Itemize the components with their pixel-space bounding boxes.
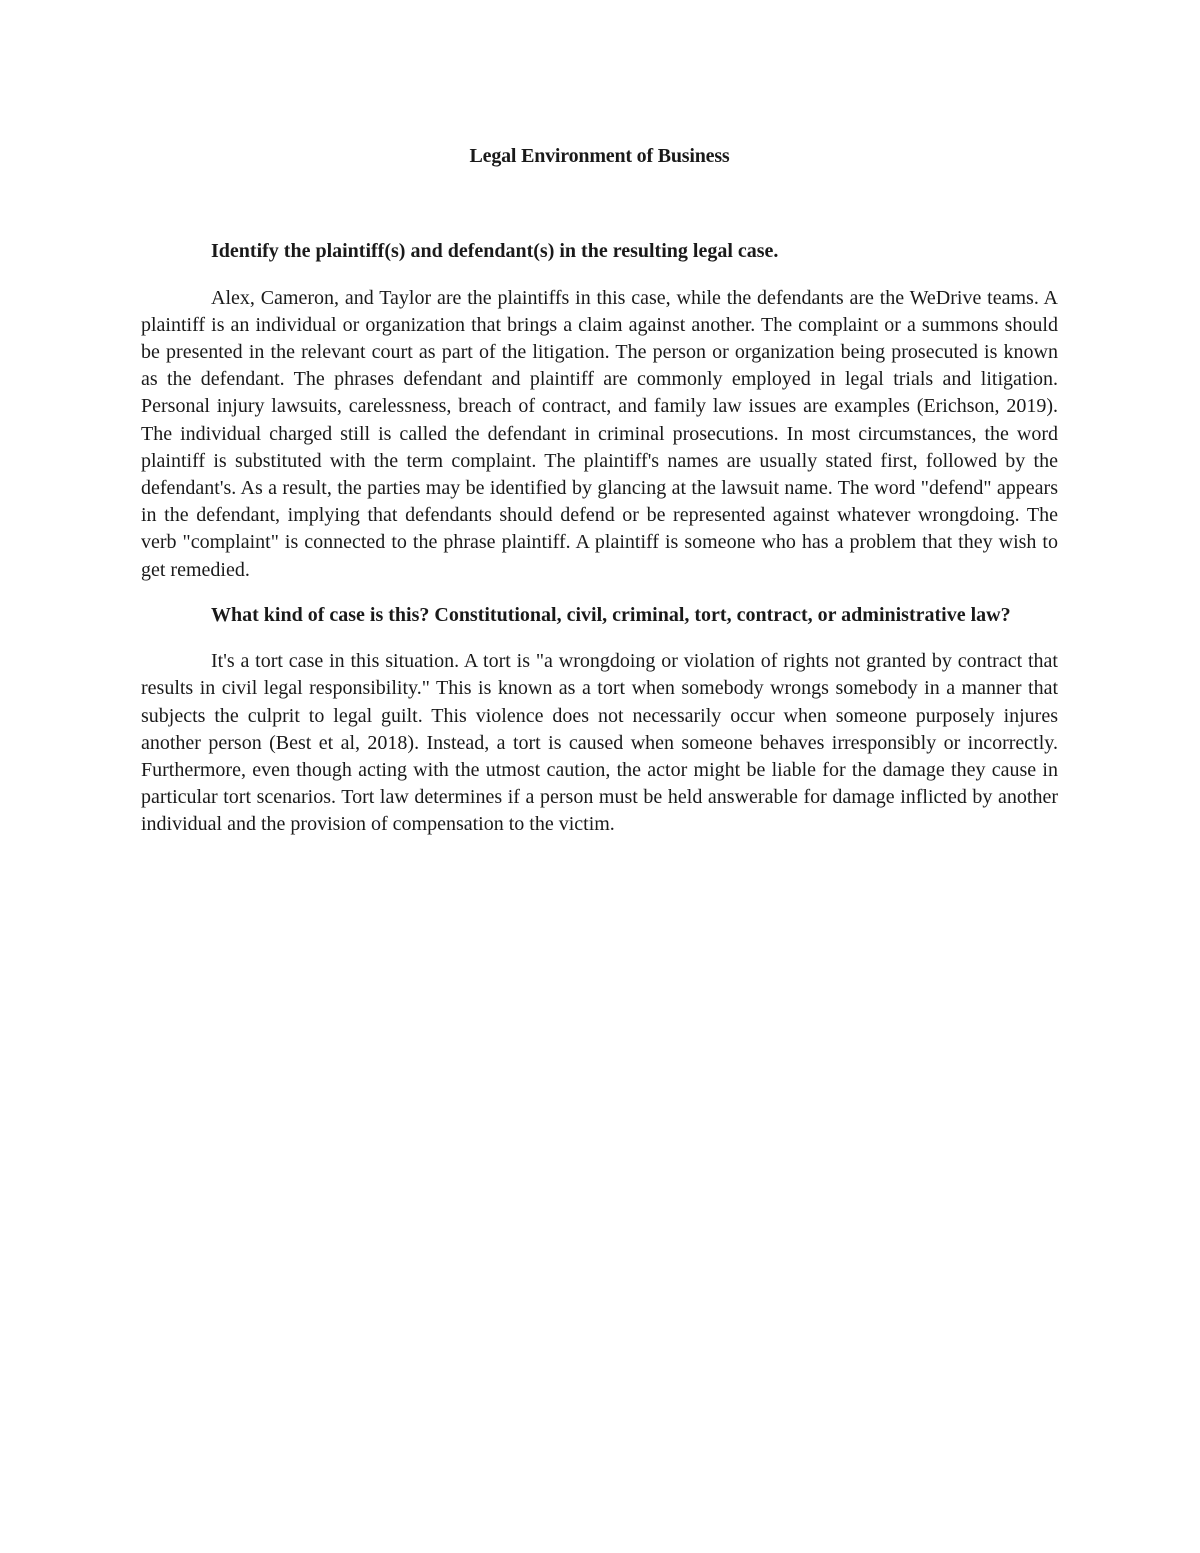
answer-paragraph-1: Alex, Cameron, and Taylor are the plaintiffs in this case, while the defendants are the WeDrive teams. A plaintiff is an individual or organization that brings a claim against another. The complaint or a summons should be presented in the relevant court as part of the litigation. The person or organization being prosecuted is known as the defendant. The phrases defendant and plaintiff are commonly employed in legal trials and litigation. Personal injury lawsuits, carelessness, breach of contract, and family law issues are examples (Erichson, 2019). The individual charged still is called the defendant in criminal prosecutions. In most circumstances, the word plaintiff is substituted with the term complaint. The plaintiff's names are usually stated first, followed by the defendant's. As a result, the parties may be identified by glancing at the lawsuit name. The word "defend" appears in the defendant, implying that defendants should defend or be represented against whatever wrongdoing. The verb "complaint" is connected to the phrase plaintiff. A plaintiff is someone who has a problem that they wish to get remedied. — [141, 286, 1058, 581]
question-heading-2: What kind of case is this? Constitutional, civil, criminal, tort, contract, or administrative law? — [211, 603, 1011, 626]
question-heading-1: Identify the plaintiff(s) and defendant(s) in the resulting legal case. — [211, 240, 779, 262]
document-body — [141, 140, 1058, 839]
document-title: Legal Environment of Business — [469, 145, 730, 167]
answer-paragraph-2: It's a tort case in this situation. A tort is "a wrongdoing or violation of rights not granted by contract that results in civil legal responsibility." This is known as a tort when somebody wrongs somebody in a manner that subjects the culprit to legal guilt. This violence does not necessarily occur when someone purposely injures another person (Best et al, 2018). Instead, a tort is caused when someone behaves irresponsibly or incorrectly. Furthermore, even though acting with the utmost caution, the actor might be liable for the damage they cause in particular tort scenarios. Tort law determines if a person must be held answerable for damage inflicted by another individual and the provision of compensation to the victim. — [141, 650, 1058, 836]
